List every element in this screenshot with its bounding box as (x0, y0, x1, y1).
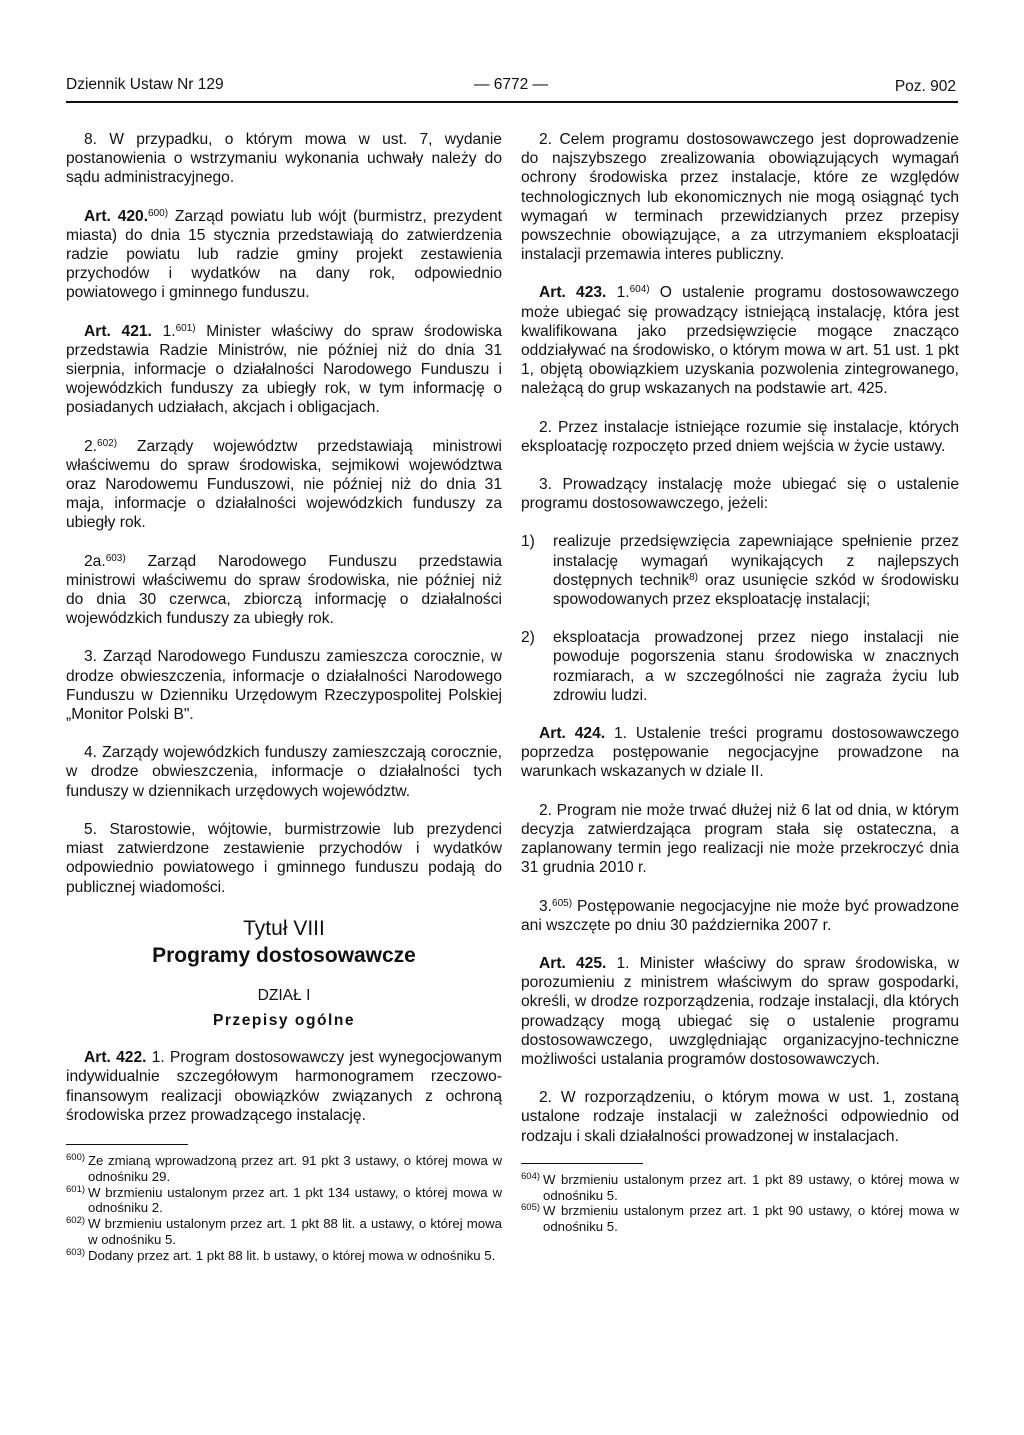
footnote-mark: 605) (521, 1202, 541, 1214)
paragraph-text: Postępowanie negocjacyjne nie może być prowadzone ani wszczęte po dniu 30 października 2007 r. (521, 897, 959, 934)
article-text: Minister właściwy do spraw środowiska przedstawia Radzie Ministrów, nie później niż do dnia 31 sierpnia, informacje o działalności Narodowego Funduszu i wojewódzkich funduszy za ubiegły rok, w tym informację o posiadanych udziałach, akcjach i obligacjach. (66, 322, 503, 417)
title-subheading: Programy dostosowawcze (152, 943, 416, 967)
page-header (66, 76, 956, 98)
footnote-mark: 604) (521, 1170, 541, 1182)
list-item-2 (521, 628, 959, 705)
list-text: realizuje przedsięwzięcia zapewniające spełnienie przez instalację wymagań wynikających z najlepszych dostępnych technik (553, 533, 959, 589)
list-number: 1) (521, 533, 535, 551)
paragraph-421-5: 5. Starostowie, wójtowie, burmistrzowie lub prezydenci miast zatwierdzone zestawienie przychodów i wydatków odpowiednio powiatowego i gminnego funduszu podają do publicznej wiadomości. (66, 820, 502, 896)
article-425 (521, 954, 959, 1069)
footnotes-left (66, 1153, 502, 1264)
footnote-text: W brzmieniu ustalonym przez art. 1 pkt 90 ustawy, o której mowa w odnośniku 5. (543, 1203, 959, 1235)
article-label: Art. 423. (539, 284, 607, 302)
paragraph-number: 1. (606, 284, 630, 302)
footnote-ref: 8) (689, 571, 699, 583)
article-label: Art. 420. (84, 207, 149, 225)
list-text-cont: oraz usunięcie szkód w środowisku spowodowanych przez eksploatację instalacji; (553, 571, 959, 609)
article-label: Art. 421. (84, 322, 152, 340)
footnote-text: Ze zmianą wprowadzoną przez art. 91 pkt 3 ustawy, o której mowa w odnośniku 29. (88, 1152, 502, 1184)
article-420 (66, 207, 502, 303)
paragraph-421-3: 3. Zarząd Narodowego Funduszu zamieszcza corocznie, w drodze obwieszczenia, informacje o działalności Narodowego Funduszu w Dzienniku Urzędowym Rzeczypospolitej Polskiej „Monitor Polski B". (66, 648, 502, 724)
section-subheading: Przepisy ogólne (212, 1011, 356, 1029)
footnote-rule (521, 1163, 643, 1164)
paragraph-421-4: 4. Zarządy wojewódzkich funduszy zamieszczają corocznie, w drodze obwieszczenia, informacje o działalności tych funduszy w dziennikach urzędowych województw. (66, 744, 502, 800)
footnote-ref: 604) (629, 284, 650, 296)
left-column (66, 130, 502, 1264)
footnote-mark: 603) (66, 1246, 86, 1258)
paragraph-8: 8. W przypadku, o którym mowa w ust. 7, wydanie postanowienia o wstrzymaniu wykonania uchwały należy do sądu administracyjnego. (66, 131, 502, 187)
right-column (521, 130, 959, 1235)
article-424 (521, 724, 959, 782)
title-heading: Tytuł VIII (243, 916, 325, 940)
page-number: — 6772 — (473, 76, 549, 93)
title-block (66, 916, 502, 1030)
paragraph-425-2: 2. W rozporządzeniu, o którym mowa w ust. 1, zostaną ustalone rodzaje instalacji w zależności odpowiednio od rodzaju i skali działalności prowadzonej w instalacjach. (521, 1089, 959, 1145)
footnote-text: W brzmieniu ustalonym przez art. 1 pkt 134 ustawy, o której mowa w odnośniku 2. (88, 1184, 502, 1216)
paragraph-text: Zarząd Narodowego Funduszu przedstawia ministrowi właściwemu do spraw środowiska, nie później niż do dnia 30 czerwca, zbiorczą informację o działalności wojewódzkich funduszy za ubiegły rok. (66, 552, 502, 628)
footnote (66, 1248, 502, 1264)
list-item-1 (521, 532, 959, 609)
footnote (66, 1185, 502, 1217)
paragraph-421-2 (66, 437, 502, 533)
footnote-ref: 603) (105, 552, 126, 564)
article-text: 1. Program dostosowawczy jest wynegocjowanym indywidualnie szczegółowym harmonogramem rzeczowo-finansowym realizacji obowiązków związanych z ochroną środowiska przez prowadzącego instalację. (66, 1049, 502, 1124)
footnotes-right (521, 1172, 959, 1235)
paragraph-421-2a (66, 552, 502, 629)
article-421 (66, 322, 502, 418)
paragraph-424-2: 2. Program nie może trwać dłużej niż 6 lat od dnia, w którym decyzja zatwierdzająca program stała się ostateczna, a zaplanowany termin jego realizacji nie może przekroczyć dnia 31 grudnia 2010 r. (521, 801, 959, 877)
footnote (521, 1203, 959, 1235)
article-label: Art. 422. (84, 1049, 147, 1067)
paragraph-number: 2. (84, 437, 98, 455)
footnote-mark: 602) (66, 1215, 86, 1227)
footnote-ref: 601) (175, 322, 196, 334)
footnote-mark: 601) (66, 1183, 86, 1195)
footnote (521, 1172, 959, 1204)
paragraph-423-2: 2. Przez instalacje istniejące rozumie się instalacje, których eksploatację rozpoczęto przed dniem wejścia w życie ustawy. (521, 418, 959, 455)
article-label: Art. 425. (539, 954, 607, 972)
paragraph-422-2: 2. Celem programu dostosowawczego jest doprowadzenie do najszybszego zrealizowania obowiązujących wymagań ochrony środowiska przez instalacje, które ze względów technologicznych lub ekonomicznych nie mogą osiągnąć tych wymagań w terminach przewidzianych przez przepisy powszechnie obowiązujące, a za utrzymaniem eksploatacji instalacji przemawia interes publiczny. (521, 131, 959, 264)
article-text: O ustalenie programu dostosowawczego może ubiegać się prowadzący istniejącą instalację, która jest kwalifikowana jako przedsięwzięcie mogące znacząco oddziaływać na środowisko, o którym mowa w art. 51 ust. 1 pkt 1, objętą obowiązkiem uzyskania pozwolenia zintegrowanego, należącą do grup wskazanych na podstawie art. 425. (521, 284, 959, 398)
article-text: 1. Ustalenie treści programu dostosowawczego poprzedza postępowanie negocjacyjne prowadzone na warunkach wskazanych w dziale II. (521, 725, 960, 781)
article-423 (521, 283, 959, 398)
list-text: eksploatacja prowadzonej przez niego instalacji nie powoduje pogorszenia stanu środowiska w znacznych rozmiarach, a w szczególności nie zagraża życiu lub zdrowiu ludzi. (553, 629, 959, 704)
paragraph-424-3 (521, 897, 959, 935)
footnote-rule (66, 1144, 188, 1145)
paragraph-number: 2a. (84, 552, 106, 570)
list-number: 2) (521, 629, 535, 647)
paragraph-423-3: 3. Prowadzący instalację może ubiegać się o ustalenie programu dostosowawczego, jeżeli: (521, 476, 959, 513)
footnote-text: W brzmieniu ustalonym przez art. 1 pkt 88 lit. a ustawy, o której mowa w odnośniku 5. (88, 1216, 502, 1247)
footnote (66, 1216, 502, 1248)
header-rule (66, 101, 958, 103)
footnote-mark: 600) (66, 1151, 86, 1163)
footnote-text: Dodany przez art. 1 pkt 88 lit. b ustawy, o której mowa w odnośniku 5. (88, 1247, 496, 1263)
journal-title: Dziennik Ustaw Nr 129 (66, 76, 224, 93)
article-422 (66, 1048, 502, 1125)
footnote-ref: 605) (552, 897, 573, 909)
paragraph-number: 1. (151, 322, 176, 340)
article-label: Art. 424. (539, 725, 606, 743)
paragraph-text: Zarządy województw przedstawiają ministrowi właściwemu do spraw środowiska, sejmikowi województwa oraz Narodowemu Funduszowi, nie później niż do dnia 31 maja, informacje o działalności wojewódzkich funduszy za ubiegły rok. (66, 437, 502, 532)
paragraph-number: 3. (539, 897, 553, 915)
footnote-ref: 600) (148, 207, 169, 219)
footnote-ref: 602) (97, 437, 118, 449)
footnote (66, 1153, 502, 1185)
footnote-text: W brzmieniu ustalonym przez art. 1 pkt 89 ustawy, o której mowa w odnośniku 5. (543, 1171, 959, 1203)
section-heading: DZIAŁ I (257, 986, 311, 1004)
position-number: Poz. 902 (894, 78, 956, 95)
article-text: Zarząd powiatu lub wójt (burmistrz, prezydent miasta) do dnia 15 stycznia przedstawiają do zatwierdzenia radzie powiatu lub radzie gminy projekt zestawienia przychodów i wydatków na dany rok, odpowiednio powiatowego i gminnego funduszu. (66, 207, 502, 302)
article-text: 1. Minister właściwy do spraw środowiska, w porozumieniu z ministrem właściwym do spraw gospodarki, określi, w drodze rozporządzenia, rodzaje instalacji, dla których prowadzący mogą ubiegać się o ustalenie programu dostosowawczego, uwzględniając organizacyjno-techniczne możliwości ustalania programów dostosowawczych. (521, 954, 959, 1068)
